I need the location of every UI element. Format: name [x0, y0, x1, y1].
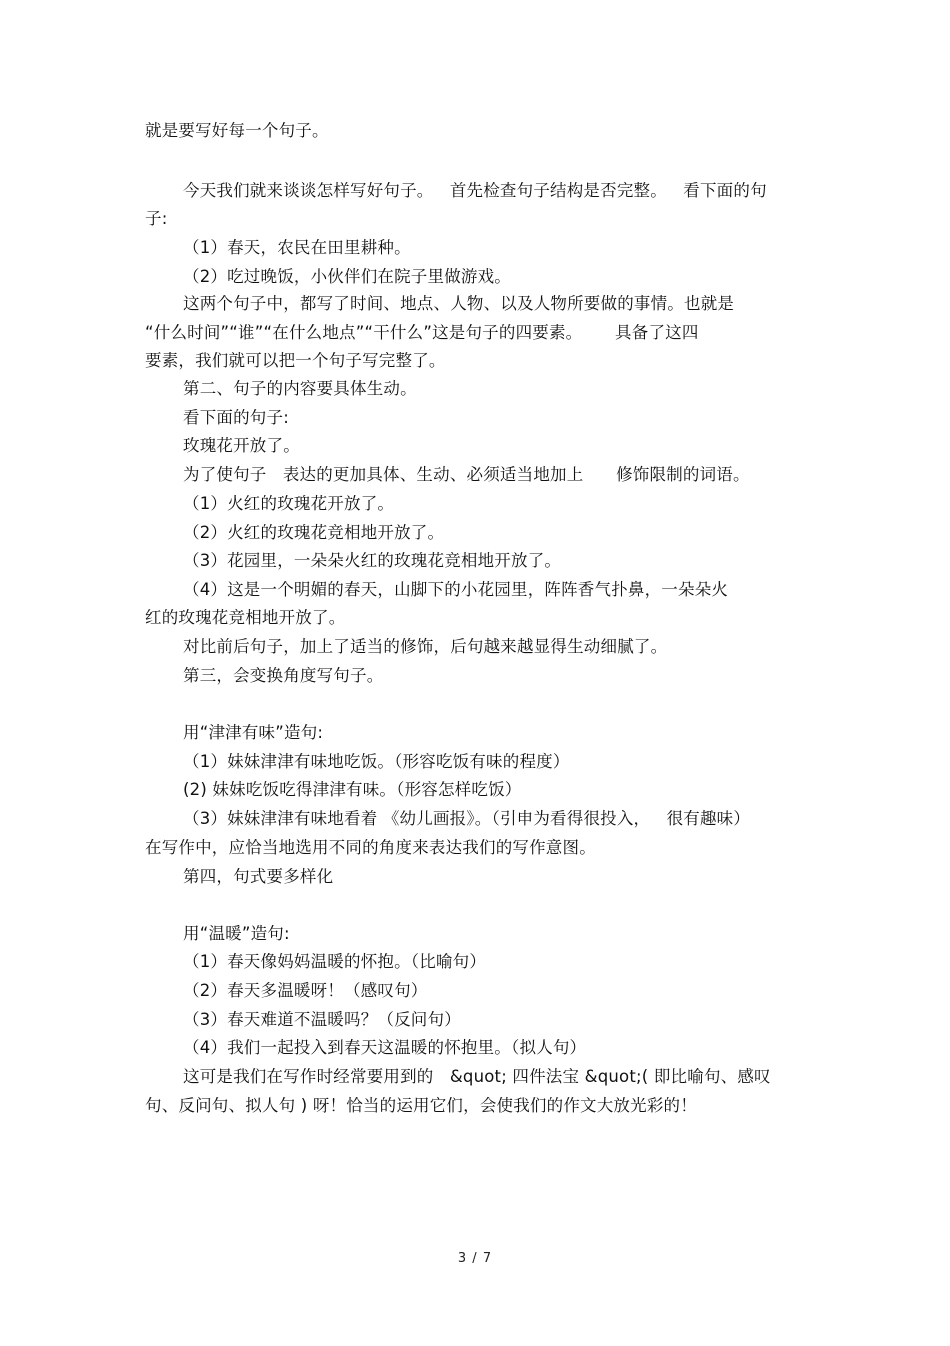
- text-line: 第二、句子的内容要具体生动。: [183, 379, 417, 398]
- text-line: （2）春天多温暖呀！（感叹句）: [183, 981, 428, 1000]
- text-line: (2) 妹妹吃饭吃得津津有味。（形容怎样吃饭）: [183, 780, 522, 799]
- text-line: （4）这是一个明媚的春天，山脚下的小花园里，阵阵香气扑鼻，一朵朵火: [183, 580, 729, 599]
- text-line: 在写作中，应恰当地选用不同的角度来表达我们的写作意图。: [145, 838, 596, 857]
- text-line: （3）花园里，一朵朵火红的玫瑰花竞相地开放了。: [183, 551, 562, 570]
- text-line: （1）妹妹津津有味地吃饭。（形容吃饭有味的程度）: [183, 752, 570, 771]
- text-line: 第四，句式要多样化: [183, 867, 334, 886]
- text-line: 第三，会变换角度写句子。: [183, 666, 384, 685]
- text-line: 这两个句子中，都写了时间、地点、人物、以及人物所要做的事情。也就是: [183, 294, 735, 313]
- text-line: 就是要写好每一个句子。: [145, 121, 329, 140]
- text-line: （1）春天像妈妈温暖的怀抱。（比喻句）: [183, 952, 487, 971]
- text-line: （2）吃过晚饭，小伙伴们在院子里做游戏。: [183, 267, 511, 286]
- text-line: （1）火红的玫瑰花开放了。: [183, 494, 395, 513]
- text-line: 子:: [145, 209, 168, 228]
- text-line: （4）我们一起投入到春天这温暖的怀抱里。（拟人句）: [183, 1038, 587, 1057]
- text-line: 这可是我们在写作时经常要用到的 &quot; 四件法宝 &quot;( 即比喻句、感叹: [183, 1067, 771, 1086]
- text-line: （3）春天难道不温暖吗？（反问句）: [183, 1010, 461, 1029]
- text-line: （3）妹妹津津有味地看着 《幼儿画报》。（引申为看得很投入， 很有趣味）: [183, 809, 751, 828]
- text-line: 为了使句子 表达的更加具体、生动、必须适当地加上 修饰限制的词语。: [183, 465, 750, 484]
- text-line: “什么时间”“谁”“在什么地点”“干什么”这是句子的四要素。 具备了这四: [145, 323, 699, 342]
- page-number: 3 / 7: [457, 1251, 493, 1266]
- text-line: 要素，我们就可以把一个句子写完整了。: [145, 351, 446, 370]
- text-line: （1）春天，农民在田里耕种。: [183, 238, 411, 257]
- text-line: 红的玫瑰花竞相地开放了。: [145, 608, 346, 627]
- text-line: 对比前后句子，加上了适当的修饰，后句越来越显得生动细腻了。: [183, 637, 668, 656]
- text-line: 今天我们就来谈谈怎样写好句子。 首先检查句子结构是否完整。 看下面的句: [183, 181, 767, 200]
- text-line: 看下面的句子:: [183, 408, 289, 427]
- text-line: 用“津津有味”造句:: [183, 723, 324, 742]
- text-line: （2）火红的玫瑰花竞相地开放了。: [183, 523, 445, 542]
- text-line: 玫瑰花开放了。: [183, 436, 300, 455]
- text-line: 用“温暖”造句:: [183, 924, 290, 943]
- text-line: 句、反问句、拟人句 ) 呀！恰当的运用它们，会使我们的作文大放光彩的！: [145, 1096, 697, 1115]
